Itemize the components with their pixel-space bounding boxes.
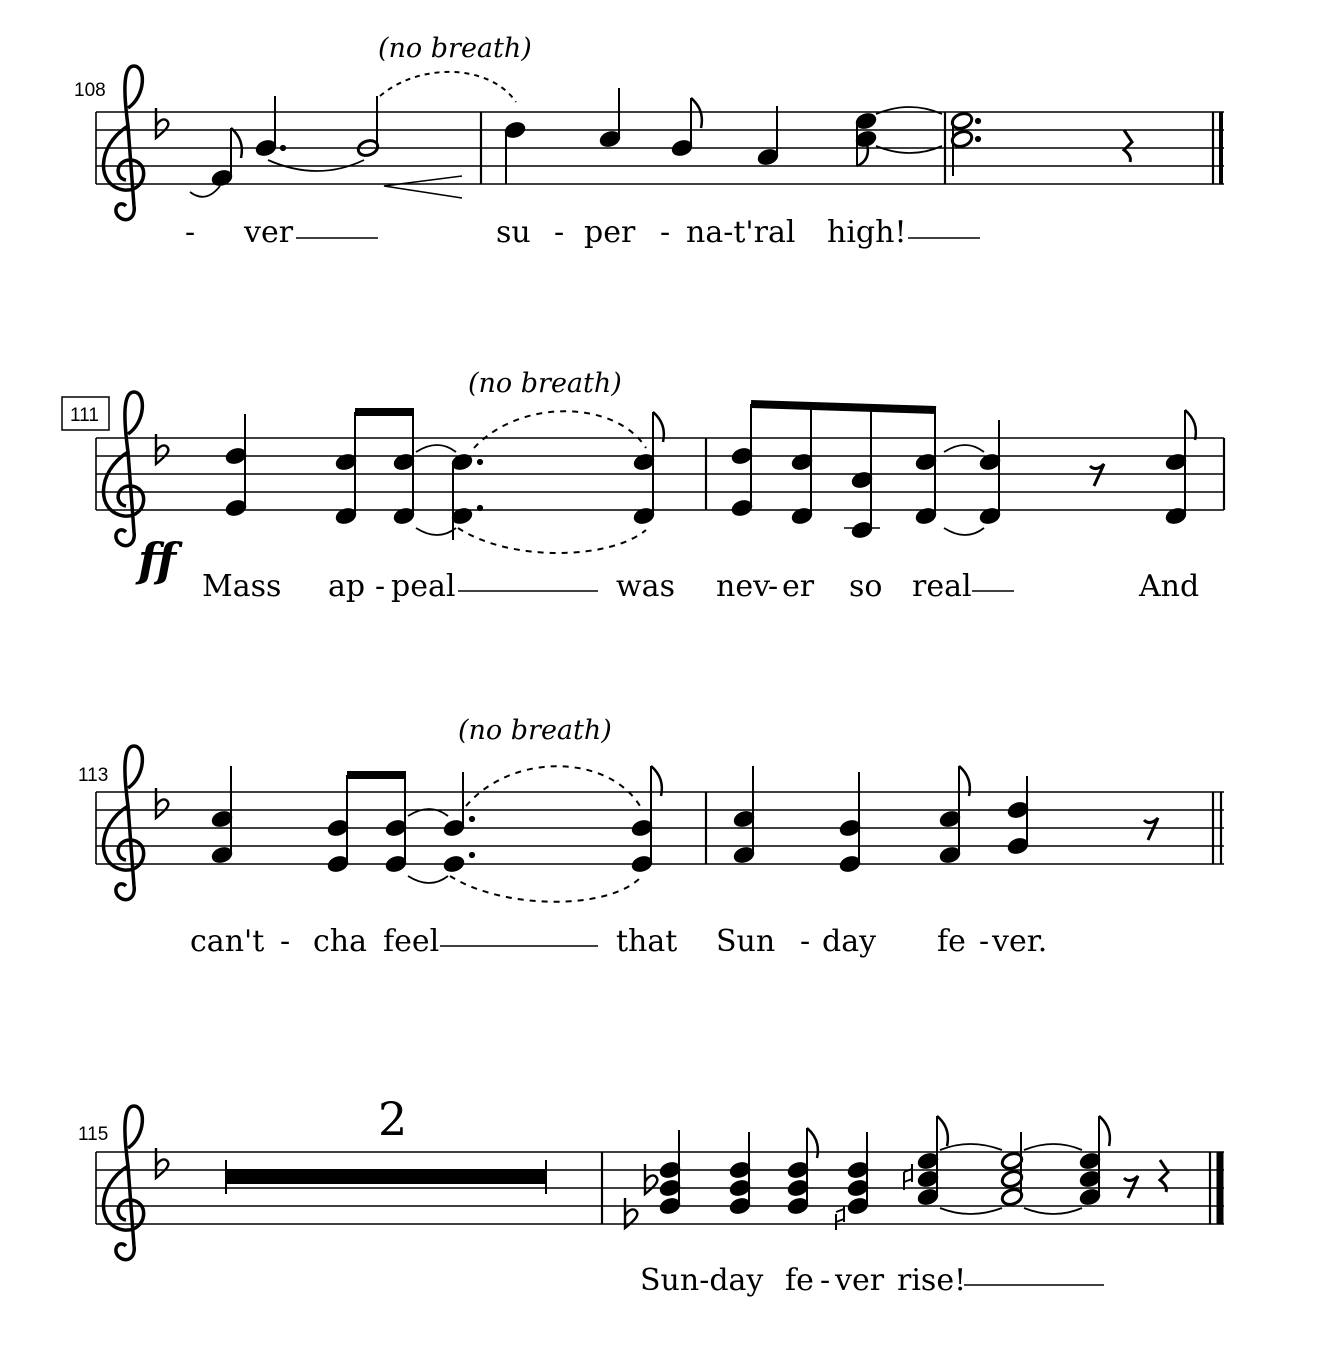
svg-text:was: was (616, 569, 675, 604)
svg-text:na-t'ral: na-t'ral (686, 215, 796, 250)
svg-text:-: - (375, 569, 386, 604)
svg-text:-: - (800, 924, 811, 959)
svg-text:-: - (768, 569, 779, 604)
system-111 (62, 368, 1224, 604)
svg-text:And: And (1139, 569, 1200, 604)
svg-text:fe: fe (785, 1263, 814, 1298)
svg-text:-: - (979, 924, 990, 959)
svg-text:-: - (280, 924, 291, 959)
svg-text:so: so (849, 569, 883, 604)
svg-text:ver.: ver. (992, 924, 1048, 959)
svg-text:su: su (496, 215, 531, 250)
lyrics-113 (190, 924, 1047, 959)
system-113 (78, 715, 1224, 959)
fortissimo-dynamic: ff (138, 533, 177, 587)
system-115 (78, 1092, 1224, 1298)
lyrics-115 (640, 1263, 1104, 1298)
svg-text:-: - (185, 215, 196, 250)
svg-text:-: - (554, 215, 565, 250)
svg-text:-: - (820, 1263, 831, 1298)
lyrics-111 (202, 569, 1199, 604)
svg-text:cha: cha (313, 924, 368, 959)
svg-text:-: - (660, 215, 671, 250)
treble-clef-icon (103, 66, 143, 220)
measure-number: 108 (74, 80, 106, 101)
svg-text:that: that (616, 924, 678, 959)
svg-text:peal: peal (391, 569, 456, 604)
svg-text:per: per (584, 215, 636, 250)
svg-text:feel: feel (383, 924, 440, 959)
notes (190, 72, 1132, 198)
measure-number: 113 (78, 765, 109, 786)
svg-text:er: er (782, 569, 815, 604)
multi-measure-rest (226, 1092, 546, 1194)
svg-text:fe: fe (937, 924, 966, 959)
svg-text:real: real (912, 569, 972, 604)
svg-text:Sun-day: Sun-day (640, 1263, 764, 1298)
system-108 (74, 33, 1224, 250)
svg-text:Mass: Mass (202, 569, 282, 604)
treble-clef-icon (103, 1106, 143, 1260)
svg-text:high!: high! (827, 215, 907, 250)
svg-text:nev: nev (716, 569, 771, 604)
svg-text:rise!: rise! (897, 1263, 967, 1298)
rest-count: 2 (378, 1092, 408, 1146)
svg-text:can't: can't (190, 924, 265, 959)
measure-number: 111 (70, 405, 99, 426)
no-breath-direction: (no breath) (468, 368, 622, 399)
lyrics-108 (185, 215, 980, 250)
no-breath-direction: (no breath) (458, 715, 612, 746)
no-breath-direction: (no breath) (378, 33, 532, 64)
notes (625, 1116, 1168, 1230)
notes (224, 404, 1196, 553)
staff-lines (96, 438, 1224, 510)
svg-text:ver: ver (244, 215, 294, 250)
svg-text:day: day (822, 924, 877, 959)
svg-text:ver: ver (835, 1263, 885, 1298)
svg-text:Sun: Sun (716, 924, 776, 959)
svg-text:ap: ap (328, 569, 366, 604)
staff-lines (96, 792, 1224, 864)
measure-number: 115 (78, 1124, 109, 1145)
notes (210, 766, 1158, 902)
treble-clef-icon (103, 746, 143, 900)
